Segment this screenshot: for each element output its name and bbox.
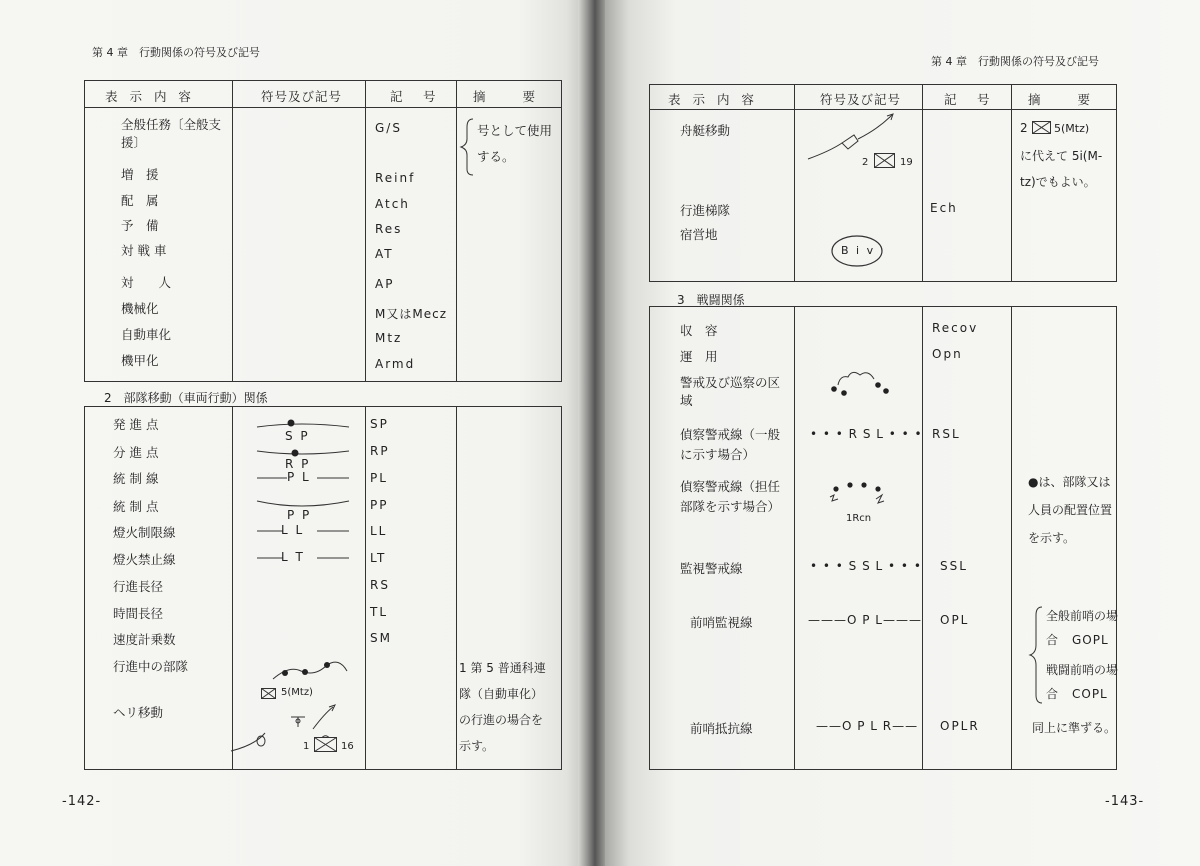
right-page — [605, 0, 1200, 866]
row-label: 舟艇移動 — [680, 123, 731, 138]
row-label: 行進長径 — [113, 579, 164, 594]
row-label: に示す場合） — [680, 447, 756, 462]
marching-unit-symbol — [271, 657, 371, 687]
row-label: 部隊を示す場合） — [680, 499, 781, 514]
symbol-text: L T — [281, 550, 305, 564]
row-label: 発 進 点 — [113, 417, 159, 432]
code-cell: Ech — [930, 201, 958, 215]
symbol-text: 5(Mtz) — [281, 687, 313, 698]
symbol-text: 19 — [900, 157, 913, 168]
code-cell: G/S — [375, 121, 402, 135]
symbol-text: 16 — [341, 741, 354, 752]
remarks-text: する。 — [477, 149, 515, 164]
symbol-text: L L — [281, 523, 305, 537]
symbol-text: 1Rcn — [846, 513, 872, 524]
chapter-header: 第 4 章 行動関係の符号及び記号 — [931, 55, 1099, 68]
code-cell: OPLR — [940, 719, 980, 733]
row-label: 機甲化 — [121, 353, 159, 368]
code-cell: LL — [370, 524, 388, 538]
code-cell: SP — [370, 417, 389, 431]
chapter-header: 第 4 章 行動関係の符号及び記号 — [92, 46, 260, 59]
remarks-text: ●は、部隊又は — [1028, 475, 1111, 489]
symbol-text: 2 — [862, 157, 871, 168]
remarks-text: 1 第 5 普通科連 — [459, 661, 546, 675]
remarks-text: 人員の配置位置 — [1028, 503, 1113, 517]
code-cell: M又はMecz — [375, 307, 447, 321]
remarks-text: 5(Mtz) — [1054, 122, 1090, 135]
row-label: 燈火禁止線 — [113, 552, 176, 567]
remarks-text: 隊（自動車化） — [459, 687, 544, 701]
remarks-text: 号として使用 — [477, 123, 553, 138]
page-number: -143- — [1105, 794, 1145, 809]
remarks-text: tz)でもよい。 — [1020, 175, 1096, 189]
code-cell: PL — [370, 471, 388, 485]
helicopter-move-symbol — [225, 703, 345, 763]
row-label: 速度計乗数 — [113, 632, 176, 647]
row-label: 援〕 — [121, 135, 147, 150]
symbol-text: B i v — [841, 244, 876, 257]
symbol-text: ——O P L R—— — [816, 719, 919, 733]
brace-icon — [1032, 605, 1046, 705]
remarks-text: に代えて 5i(M- — [1020, 149, 1103, 163]
row-label: 分 進 点 — [113, 445, 159, 460]
symbol-text: P L — [287, 470, 311, 484]
col-header-content: 表 示 内 容 — [668, 92, 758, 107]
row-label: 警戒及び巡察の区 — [680, 375, 781, 390]
row-label: 増 援 — [121, 167, 159, 182]
symbol-text: • • • R S L • • • — [810, 427, 923, 441]
code-cell: SM — [370, 631, 392, 645]
row-label: 偵察警戒線（担任 — [680, 479, 781, 494]
row-label: 統 制 点 — [113, 499, 159, 514]
patrol-area-symbol — [826, 369, 896, 399]
col-header-content: 表 示 内 容 — [105, 89, 195, 104]
row-label: 統 制 線 — [113, 471, 159, 486]
row-label: 運 用 — [680, 349, 718, 364]
left-page — [0, 0, 590, 866]
row-label: 対 戦 車 — [121, 243, 167, 258]
remarks-text: 2 — [1020, 121, 1028, 135]
row-label: 対 人 — [121, 275, 172, 290]
remarks-text: 全般前哨の場 — [1046, 609, 1119, 623]
code-cell: Mtz — [375, 331, 403, 345]
code-cell: PP — [370, 498, 389, 512]
unit-box-icon — [874, 153, 896, 169]
row-label: 機械化 — [121, 301, 159, 316]
unit-box-icon — [314, 737, 338, 753]
row-label: 配 属 — [121, 193, 159, 208]
row-label: 行進中の部隊 — [113, 659, 189, 674]
col-header-code: 記 号 — [390, 89, 440, 104]
code-cell: Reinf — [375, 171, 416, 185]
table-boat-movement — [649, 84, 1117, 282]
symbol-text: • • • S S L • • • — [810, 559, 922, 573]
symbol-text: P P — [287, 508, 312, 522]
remarks-text: を示す。 — [1028, 531, 1076, 545]
row-label: 燈火制限線 — [113, 525, 176, 540]
row-label: 時間長径 — [113, 606, 164, 621]
row-label: 前哨抵抗線 — [690, 721, 753, 736]
ll-symbol — [253, 524, 363, 538]
code-cell: LT — [370, 551, 387, 565]
page-number: -142- — [62, 794, 102, 809]
code-cell: Recov — [932, 321, 979, 335]
remarks-text: 同上に準ずる。 — [1032, 721, 1117, 735]
row-label: 監視警戒線 — [680, 561, 743, 576]
section-title: 2 部隊移動（車両行動）関係 — [104, 391, 268, 405]
row-label: 偵察警戒線（一般 — [680, 427, 781, 442]
code-cell: OPL — [940, 613, 970, 627]
remarks-text: 合 COPL — [1046, 687, 1108, 701]
symbol-text: ———O P L——— — [808, 613, 922, 627]
symbol-text: R P — [285, 457, 311, 471]
remarks-text: の行進の場合を — [459, 713, 544, 727]
table-unit-movement — [84, 406, 562, 770]
remarks-text: 戦闘前哨の場 — [1046, 663, 1119, 677]
row-label: 予 備 — [121, 218, 159, 233]
row-label: 域 — [680, 393, 693, 408]
symbol-text: 1 — [303, 741, 312, 752]
col-header-symbol: 符号及び記号 — [820, 92, 902, 107]
row-label: 全般任務〔全般支 — [121, 117, 222, 132]
col-header-symbol: 符号及び記号 — [261, 89, 343, 104]
code-cell: Atch — [375, 197, 410, 211]
code-cell: RSL — [932, 427, 961, 441]
code-cell: Res — [375, 222, 403, 236]
symbol-text: S P — [285, 429, 310, 443]
unit-box-icon — [261, 688, 277, 700]
code-cell: Opn — [932, 347, 963, 361]
recon-unit-symbol — [826, 479, 896, 513]
remarks-text: 示す。 — [459, 739, 495, 753]
row-label: 自動車化 — [121, 327, 172, 342]
lt-symbol — [253, 551, 363, 565]
code-cell: RS — [370, 578, 390, 592]
col-header-remarks: 摘 要 — [473, 89, 540, 104]
code-cell: TL — [370, 605, 389, 619]
code-cell: SSL — [940, 559, 968, 573]
row-label: 収 容 — [680, 323, 718, 338]
unit-box-icon — [1032, 121, 1052, 135]
section-title: 3 戦闘関係 — [677, 293, 745, 307]
row-label: ヘリ移動 — [113, 705, 164, 720]
row-label: 行進梯隊 — [680, 203, 731, 218]
table-general — [84, 80, 562, 382]
code-cell: RP — [370, 444, 390, 458]
col-header-code: 記 号 — [944, 92, 994, 107]
col-header-remarks: 摘 要 — [1028, 92, 1095, 107]
table-combat — [649, 306, 1117, 770]
code-cell: AP — [375, 277, 395, 291]
code-cell: Armd — [375, 357, 416, 371]
remarks-text: 合 GOPL — [1046, 633, 1109, 647]
code-cell: AT — [375, 247, 394, 261]
row-label: 前哨監視線 — [690, 615, 753, 630]
row-label: 宿営地 — [680, 227, 718, 242]
